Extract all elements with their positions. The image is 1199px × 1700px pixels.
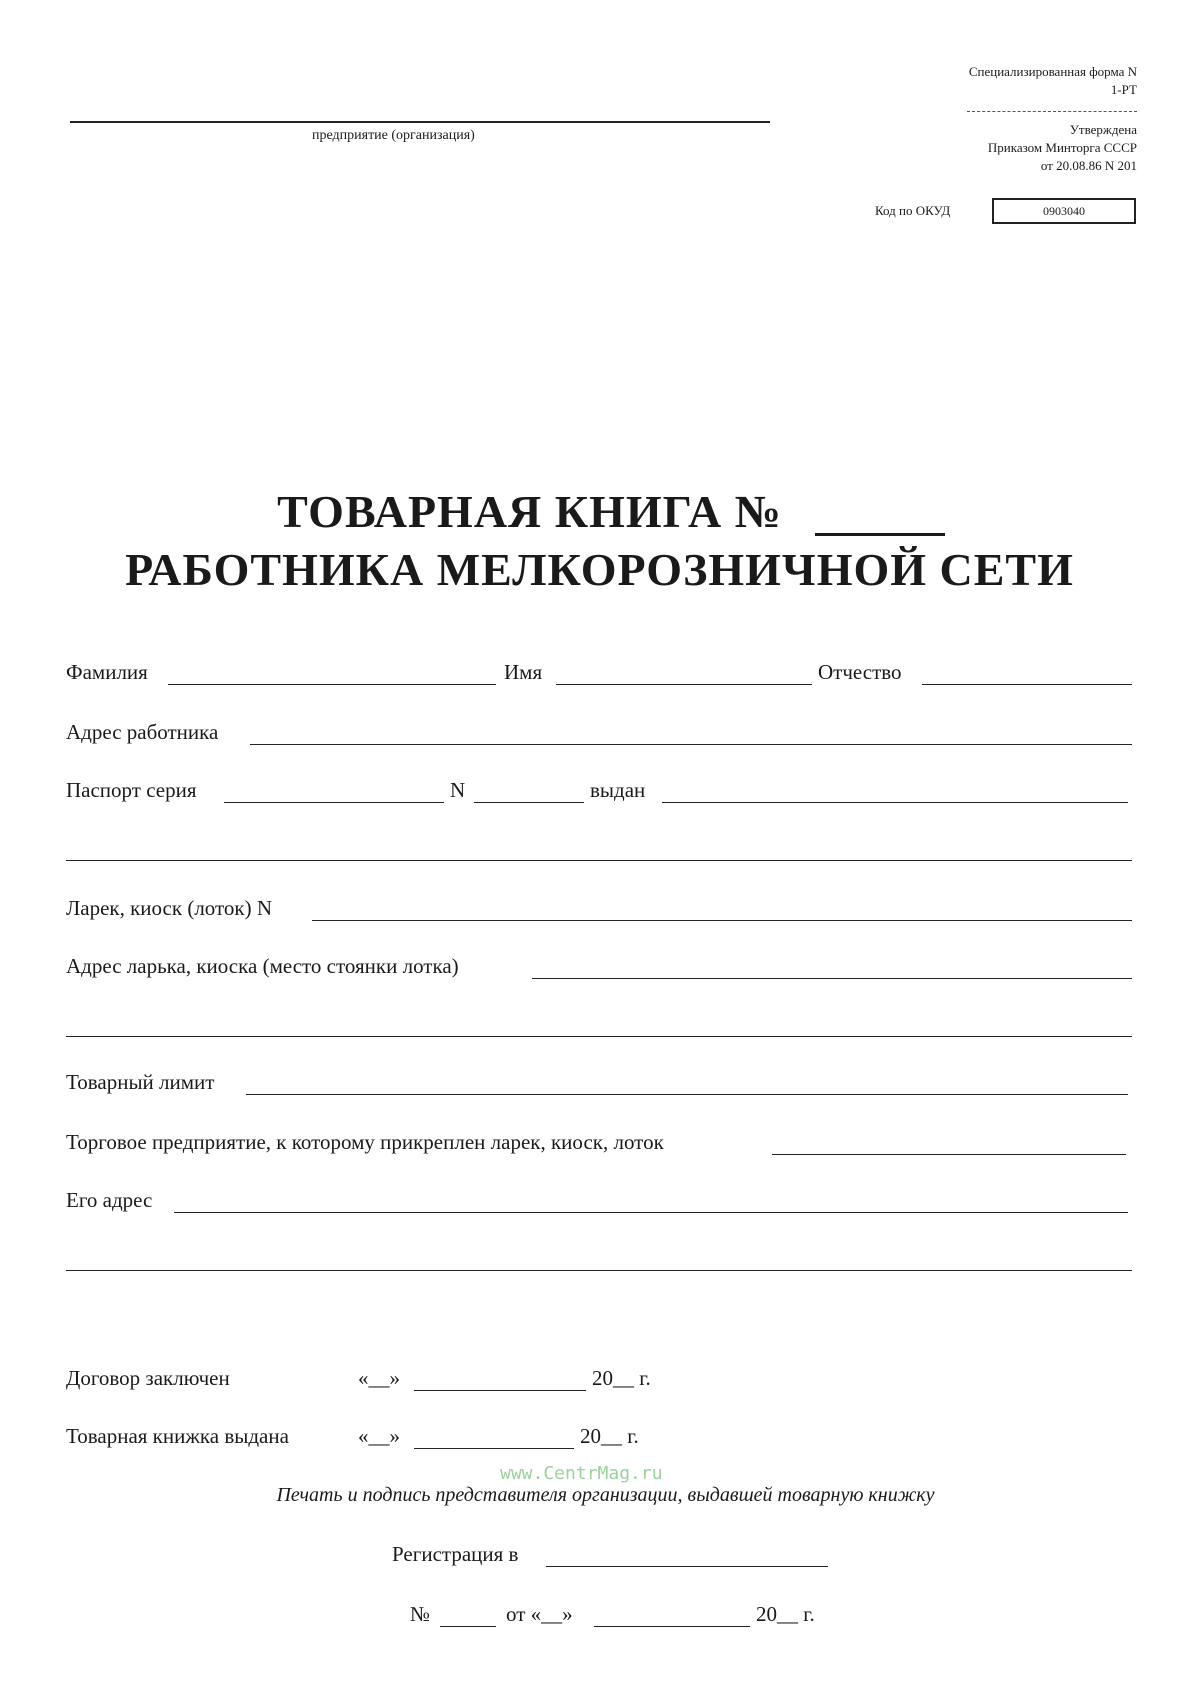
trade-enterprise-label: Торговое предприятие, к которому прикреплен ларек, киоск, лоток — [66, 1130, 664, 1154]
header-dash-divider — [967, 111, 1137, 112]
kiosk-number-label: Ларек, киоск (лоток) N — [66, 896, 273, 920]
kiosk-number-field[interactable] — [312, 920, 1132, 921]
patronymic-field[interactable] — [922, 684, 1132, 685]
book-number-line — [815, 533, 945, 536]
book-issued-date-field[interactable] — [414, 1448, 574, 1449]
name-label: Имя — [504, 660, 543, 684]
registration-number-field[interactable] — [440, 1626, 496, 1627]
contract-day-quote: «__» — [358, 1366, 400, 1390]
registration-number-label: № — [410, 1602, 431, 1626]
book-issued-year: 20__ г. — [580, 1424, 639, 1448]
approved-label: Утверждена — [1069, 122, 1137, 137]
book-issued-label: Товарная книжка выдана — [66, 1424, 289, 1448]
contract-date-field[interactable] — [414, 1390, 586, 1391]
surname-field[interactable] — [168, 684, 496, 685]
title-line-1: ТОВАРНАЯ КНИГА № — [277, 486, 782, 537]
contract-year: 20__ г. — [592, 1366, 651, 1390]
registration-label: Регистрация в — [392, 1542, 519, 1566]
okud-code-box: 0903040 — [992, 198, 1136, 224]
book-issued-day-quote: «__» — [358, 1424, 400, 1448]
contract-concluded-label: Договор заключен — [66, 1366, 230, 1390]
issued-continuation-field[interactable] — [66, 860, 1132, 861]
registration-date-field[interactable] — [594, 1626, 750, 1627]
its-address-label: Его адрес — [66, 1188, 153, 1212]
form-code: 1-РТ — [1110, 82, 1137, 97]
okud-label: Код по ОКУД — [875, 203, 951, 218]
goods-limit-label: Товарный лимит — [66, 1070, 215, 1094]
passport-series-field[interactable] — [224, 802, 444, 803]
kiosk-address-label: Адрес ларька, киоска (место стоянки лотка) — [66, 954, 459, 978]
approved-date: от 20.08.86 N 201 — [1040, 158, 1137, 173]
organization-caption: предприятие (организация) — [312, 128, 475, 143]
passport-series-label: Паспорт серия — [66, 778, 197, 802]
worker-address-field[interactable] — [250, 744, 1132, 745]
trade-enterprise-field[interactable] — [772, 1154, 1126, 1155]
issued-label: выдан — [590, 778, 646, 802]
signature-note: Печать и подпись представителя организации, выдавшей товарную книжку — [276, 1484, 935, 1506]
worker-address-label: Адрес работника — [66, 720, 219, 744]
registration-year: 20__ г. — [756, 1602, 815, 1626]
issued-field[interactable] — [662, 802, 1128, 803]
surname-label: Фамилия — [66, 660, 148, 684]
its-address-field[interactable] — [174, 1212, 1128, 1213]
passport-number-field[interactable] — [474, 802, 584, 803]
kiosk-address-field[interactable] — [532, 978, 1132, 979]
patronymic-label: Отчество — [818, 660, 902, 684]
passport-number-label: N — [450, 778, 466, 802]
goods-limit-field[interactable] — [246, 1094, 1128, 1095]
organization-line — [70, 121, 770, 123]
approved-by: Приказом Минторга СССР — [987, 140, 1137, 155]
registration-from-label: от «__» — [506, 1602, 573, 1626]
its-address-continuation-field[interactable] — [66, 1270, 1132, 1271]
registration-field[interactable] — [546, 1566, 828, 1567]
kiosk-address-continuation-field[interactable] — [66, 1036, 1132, 1037]
title-line-2: РАБОТНИКА МЕЛКОРОЗНИЧНОЙ СЕТИ — [125, 544, 1074, 595]
form-name: Специализированная форма N — [968, 64, 1137, 79]
name-field[interactable] — [556, 684, 812, 685]
watermark: www.CentrMag.ru — [500, 1463, 663, 1484]
